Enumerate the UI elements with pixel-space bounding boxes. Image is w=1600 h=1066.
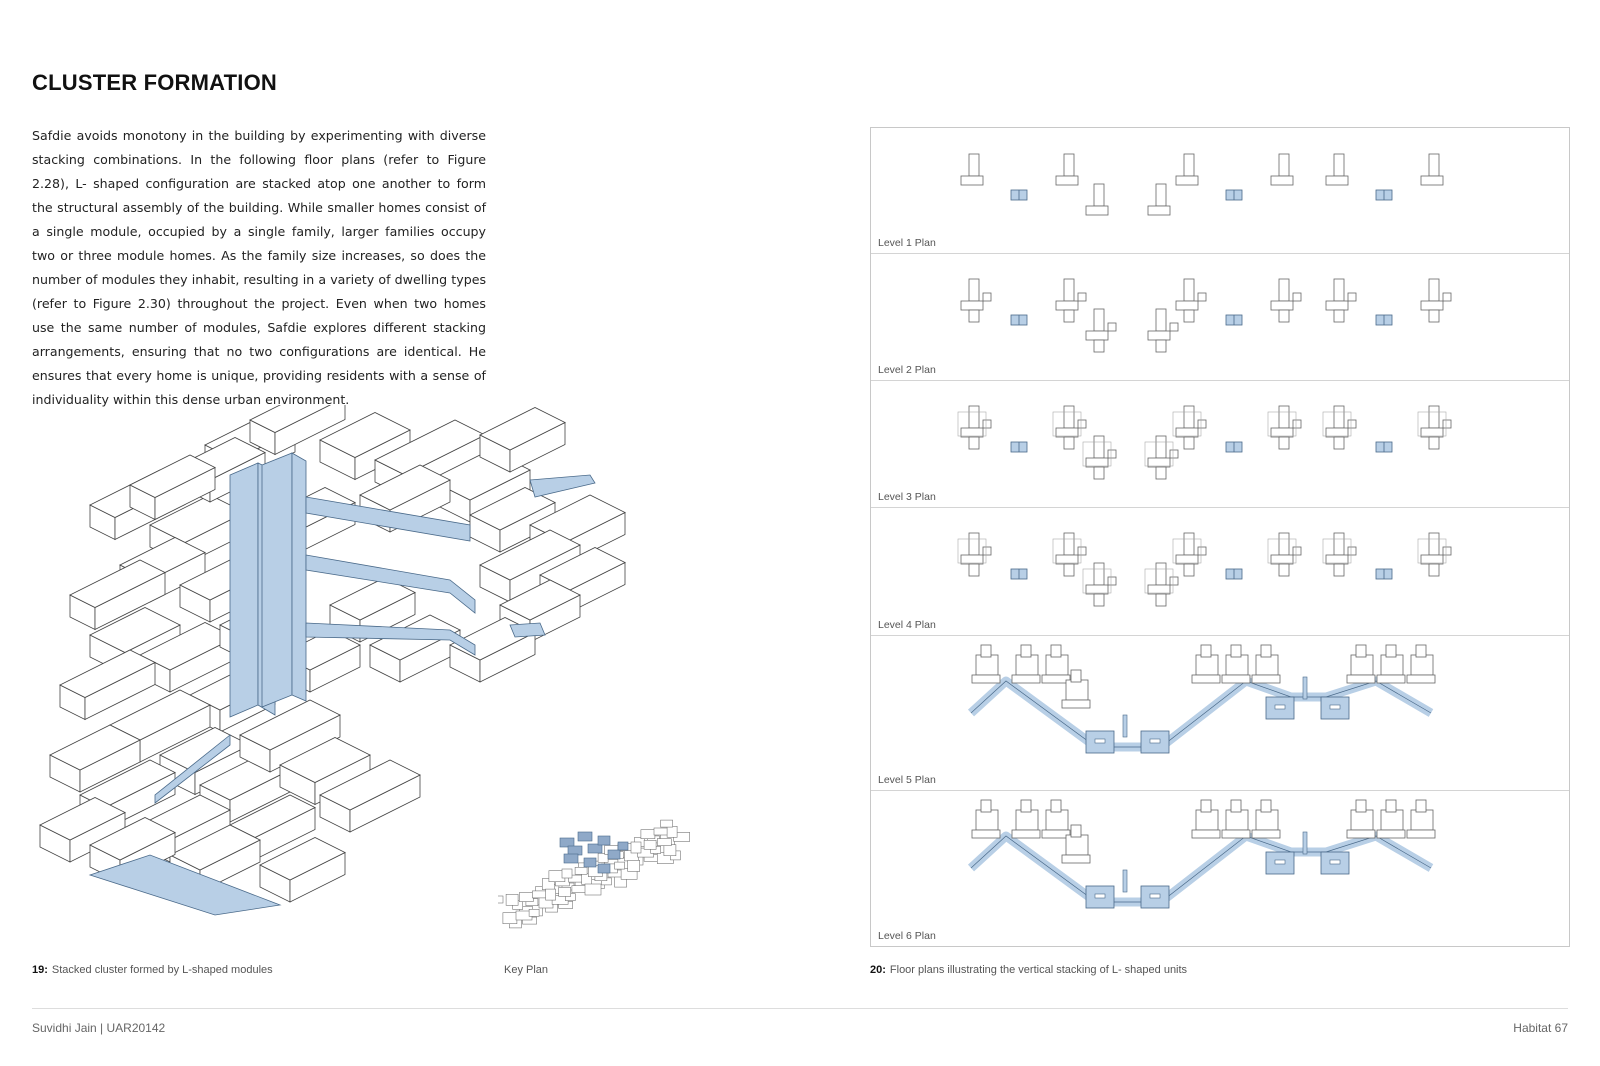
figure-20-caption <box>870 964 1187 976</box>
plan-level-3 <box>871 380 1569 508</box>
plan-drawing <box>871 380 1569 490</box>
plan-label: Level 4 Plan <box>878 619 936 631</box>
footer-project: Habitat 67 <box>1513 1021 1568 1035</box>
plan-drawing <box>871 507 1569 617</box>
key-plan-caption: Key Plan <box>504 964 549 976</box>
plan-label: Level 1 Plan <box>878 237 936 249</box>
caption-text: Floor plans illustrating the vertical stacking of L- shaped units <box>889 964 1188 976</box>
footer-author: Suvidhi Jain | UAR20142 <box>32 1021 166 1035</box>
floor-plans-panel <box>870 127 1570 947</box>
caption-text: Stacked cluster formed by L-shaped modules <box>51 964 273 976</box>
plan-label: Level 2 Plan <box>878 364 936 376</box>
plan-drawing <box>871 635 1569 773</box>
page-title: CLUSTER FORMATION <box>32 70 277 95</box>
key-plan-drawing <box>498 806 698 941</box>
plan-label: Level 3 Plan <box>878 491 936 503</box>
figure-number: 20: <box>870 964 886 976</box>
figure-number: 19: <box>32 964 48 976</box>
figure-19-caption <box>32 964 273 976</box>
plan-label: Level 5 Plan <box>878 774 936 786</box>
plan-level-2 <box>871 253 1569 381</box>
footer-divider <box>32 1008 1568 1009</box>
plan-level-4 <box>871 507 1569 636</box>
plan-drawing <box>871 790 1569 928</box>
plan-level-6 <box>871 790 1569 946</box>
plan-drawing <box>871 128 1569 236</box>
plan-label: Level 6 Plan <box>878 930 936 942</box>
body-paragraph: Safdie avoids monotony in the building by experimenting with diverse stacking combinations. In the following floor plans (refer to Figure 2.28), L- shaped configuration are stacked atop one another to form the structural assembly of the building. While smaller homes consist of a single module, occupied by a single family, larger families occupy two or three module homes. As the family size increases, so does the number of modules they inhabit, resulting in a variety of dwelling types (refer to Figure 2.30) throughout the project. Even when two homes use the same number of modules, Safdie explores different stacking arrangements, ensuring that no two configurations are identical. He ensures that every home is unique, providing residents with a sense of individuality within this dense urban environment. <box>32 128 486 407</box>
plan-level-5 <box>871 635 1569 791</box>
plan-drawing <box>871 253 1569 363</box>
plan-level-1 <box>871 128 1569 254</box>
